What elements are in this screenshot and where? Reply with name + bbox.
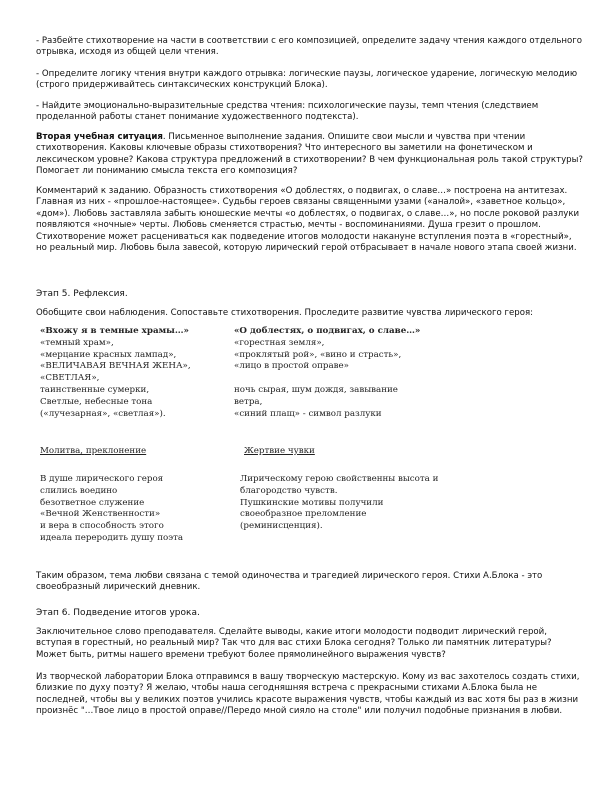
comparison-left-column — [40, 326, 240, 420]
left-note-line: «Вечной Женственности» — [40, 509, 161, 520]
right-line: «горестная земля», — [234, 337, 325, 348]
situation-text: . Письменное выполнение задания. Опишите свои мысли и чувства при чтении стихотворения. Каковы ключевые образы стихотворения? Что интересного вы заметили на фонетическом и лексическом уровне? Какова структура предложений в стихотворении? В чем функциональная роль такой структуры? Помогает ли пониманию смысла текста его композиция? — [36, 132, 583, 177]
left-line: «СВЕТЛАЯ», — [40, 373, 100, 384]
right-note-line: Пушкинские мотивы получили — [240, 497, 384, 508]
conclusion: Таким образом, тема любви связана с темой одиночества и трагедией лирического героя. Стихи А.Блока - это своеобразный лирический дневник. — [36, 571, 543, 593]
left-note-line: идеала переродить душу поэта — [40, 532, 184, 543]
right-line: ночь сырая, шум дождя, завывание — [234, 384, 398, 395]
stage-6-heading: Этап 6. Подведение итогов урока. — [36, 608, 200, 618]
closing-remarks: Заключительное слово преподавателя. Сделайте выводы, какие итоги молодости подводит лирический герой, вступая в горестный, но реальный мир? Так что для вас стихи Блока сегодня? Только ли памятник литературы? Может быть, ритмы нашего времени требуют более прямолинейного выражения чувств? — [36, 627, 552, 660]
stage-5-task: Обобщите свои наблюдения. Сопоставьте стихотворения. Проследите развитие чувства лирического героя: — [36, 308, 534, 318]
right-line: «проклятый рой», «вино и страсть», — [234, 349, 402, 360]
right-poem-title: «О доблестях, о подвигах, о славе…» — [234, 326, 421, 336]
instruction-3: - Найдите эмоционально-выразительные средства чтения: психологические паузы, темп чтения (следствием проделанной работы станет понимание художественного подтекста). — [36, 101, 539, 123]
right-line: «лицо в простой оправе» — [234, 361, 349, 372]
right-note-line: (реминисценция). — [240, 521, 323, 532]
right-notes — [240, 474, 480, 533]
left-label: Молитва, преклонение — [40, 446, 147, 456]
instruction-1: - Разбейте стихотворение на части в соответствии с его композицией, определите задачу чтения каждого отдельного отрывка, исходя из общей цели чтения. — [36, 36, 583, 58]
left-line: «мерцание красных лампад», — [40, 349, 177, 360]
left-line: «ВЕЛИЧАВАЯ ВЕЧНАЯ ЖЕНА», — [40, 361, 191, 372]
left-notes — [40, 474, 230, 545]
stage-5-heading: Этап 5. Рефлексия. — [36, 289, 128, 299]
left-line: Светлые, небесные тона — [40, 396, 153, 407]
left-line: «темный храм», — [40, 337, 114, 348]
right-note-line: своеобразное преломление — [240, 509, 367, 520]
right-note-line: благородство чувств. — [240, 485, 338, 496]
left-note-line: слились воедино — [40, 485, 118, 496]
situation-heading: Вторая учебная ситуация — [36, 132, 163, 142]
second-situation — [36, 132, 584, 178]
right-line: ветра, — [234, 396, 263, 407]
left-note-line: безответное служение — [40, 497, 145, 508]
comparison-right-column — [234, 326, 494, 420]
assignment-comment: Комментарий к заданию. Образность стихотворения «О доблестях, о подвигах, о славе…» построена на антитезах. Главная из них - «прошлое-настоящее». Судьбы героев связаны священными узами («аналой», «заветное кольцо», «дом»). Любовь заставляла забыть юношеские мечты «о доблестях, о подвигах, о славе…», но после роковой разлуки появляются «ночные» черты. Любовь сменяется страстью, мечты - воспоминаниями. Душа грезит о прошлом. Стихотворение может расцениваться как подведение итогов молодости накануне вступления поэта в «горестный», но реальный мир. Любовь была завесой, которую лирический герой отбрасывает в начале нового этапа своей жизни. — [36, 186, 580, 254]
left-line: («лучезарная», «светлая»). — [40, 408, 166, 419]
creative-workshop: Из творческой лаборатории Блока отправимся в вашу творческую мастерскую. Кому из вас захотелось создать стихи, близкие по духу поэту? Я желаю, чтобы наша сегодняшняя встреча с прекрасными стихами А.Блока была не последней, чтобы вы у великих поэтов учились красоте выражения чувств, чтобы каждый из вас хотя бы раз в жизни произнёс "…Твое лицо в простой оправе//Передо мной сияло на столе" или получил подобные признания в любви. — [36, 672, 580, 717]
right-note-line: Лирическому герою свойственны высота и — [240, 474, 439, 484]
left-note-line: и вера в способность этого — [40, 521, 164, 532]
left-line: таинственные сумерки, — [40, 384, 150, 395]
instruction-2: - Определите логику чтения внутри каждого отрывка: логические паузы, логическое ударение, логическую мелодию (строго придерживайтесь синтаксических конструкций Блока). — [36, 69, 578, 91]
left-poem-title: «Вхожу я в темные храмы…» — [40, 326, 189, 336]
right-line: «синий плащ» - символ разлуки — [234, 408, 382, 419]
left-note-line: В душе лирического героя — [40, 474, 164, 484]
right-label: Жертвие чувки — [244, 446, 315, 456]
right-line — [234, 373, 494, 385]
